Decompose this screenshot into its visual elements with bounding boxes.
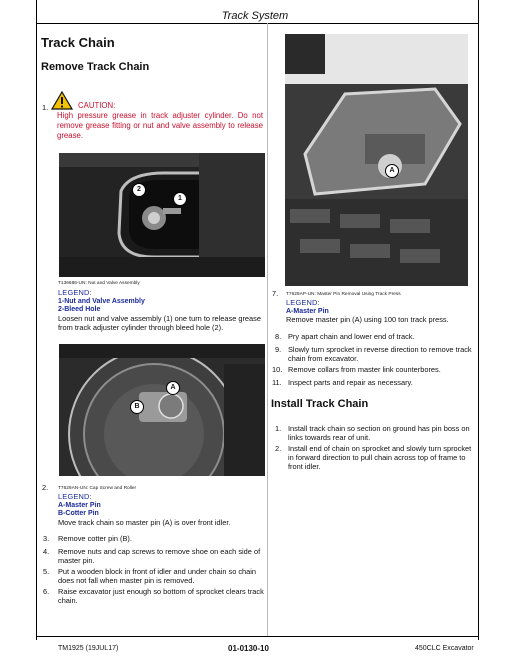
step-2-text: Move track chain so master pin (A) is over front idler. xyxy=(58,518,231,527)
footer-model: 450CLC Excavator xyxy=(415,645,474,652)
fig1-legend-item: 2-Bleed Hole xyxy=(58,306,101,313)
step-1-number: 1. xyxy=(42,103,49,112)
step-text: Install end of chain on sprocket and slowly turn sprocket in forward direction to pull chain across top of frame to front idler. xyxy=(288,444,472,471)
footer-page-number: 01-0130-10 xyxy=(228,644,269,653)
caution-icon xyxy=(51,91,73,110)
step-text: Install track chain so section on ground has pin boss on links towards rear of unit. xyxy=(288,424,470,442)
install-title: Install Track Chain xyxy=(271,398,369,410)
fig1-legend-heading: LEGEND: xyxy=(58,288,92,297)
caution-label: CAUTION: xyxy=(78,101,116,110)
section-title: Track Chain xyxy=(41,35,115,50)
nut-valve-photo xyxy=(59,153,265,277)
step-number: 10. xyxy=(272,365,283,374)
column-divider xyxy=(267,23,268,636)
step-text: Inspect parts and repair as necessary. xyxy=(288,378,413,387)
step-text: Raise excavator just enough so bottom of sprocket clears track chain. xyxy=(58,587,264,605)
step-number: 1. xyxy=(275,424,282,433)
step-number: 8. xyxy=(275,332,282,341)
page-header-title: Track System xyxy=(221,10,289,22)
step-number: 9. xyxy=(275,345,282,354)
fig1-legend-item: 1-Nut and Valve Assembly xyxy=(58,298,145,305)
step-7-text: Remove master pin (A) using 100 ton track press. xyxy=(286,315,449,324)
step-text: Remove collars from master link counterbores. xyxy=(288,365,441,374)
step-number: 6. xyxy=(43,587,50,596)
fig2-caption: T7629AN-UN: Cap Screw and Roller xyxy=(58,486,137,491)
step-1-text: Loosen nut and valve assembly (1) one turn to release grease from track adjuster cylinder through bleed hole (2). xyxy=(58,314,261,332)
step-2-number: 2. xyxy=(42,483,49,492)
track-press-photo xyxy=(285,34,468,286)
step-number: 4. xyxy=(43,547,50,556)
fig2-legend-item: B-Cotter Pin xyxy=(58,510,99,517)
remove-title: Remove Track Chain xyxy=(41,61,150,73)
callout-2: 2 xyxy=(132,183,146,197)
frame-left xyxy=(36,0,37,640)
callout-a: A xyxy=(166,381,180,395)
step-number: 3. xyxy=(43,534,50,543)
master-pin-photo xyxy=(59,344,265,476)
fig2-legend-item: A-Master Pin xyxy=(58,502,101,509)
footer-doc-id: TM1925 (19JUL17) xyxy=(58,645,119,652)
step-text: Remove nuts and cap screws to remove shoe on each side of master pin. xyxy=(58,547,261,565)
fig1-caption: T136686-UN: Nut and Valve Assembly xyxy=(58,281,140,286)
step-text: Pry apart chain and lower end of track. xyxy=(288,332,415,341)
step-7-number: 7. xyxy=(272,289,279,298)
step-number: 11. xyxy=(272,378,282,387)
step-text: Remove cotter pin (B). xyxy=(58,534,132,543)
callout-a: A xyxy=(385,164,399,178)
caution-text: High pressure grease in track adjuster cylinder. Do not remove grease fitting or nut and valve assembly to release grease. xyxy=(57,111,263,140)
frame-right xyxy=(478,0,479,640)
fig3-legend-item: A-Master Pin xyxy=(286,308,329,315)
callout-b: B xyxy=(130,400,144,414)
step-number: 5. xyxy=(43,567,50,576)
step-text: Put a wooden block in front of idler and under chain so chain does not fall when master pin is removed. xyxy=(58,567,257,585)
fig3-caption: T7629AP-UN: Master Pin Removal Using Track Press xyxy=(286,292,401,297)
callout-1: 1 xyxy=(173,192,187,206)
footer-rule xyxy=(36,636,479,637)
fig2-legend-heading: LEGEND: xyxy=(58,492,92,501)
fig3-legend-heading: LEGEND: xyxy=(286,298,320,307)
header-rule xyxy=(36,23,479,24)
step-number: 2. xyxy=(275,444,282,453)
step-text: Slowly turn sprocket in reverse direction to remove track chain from excavator. xyxy=(288,345,472,363)
